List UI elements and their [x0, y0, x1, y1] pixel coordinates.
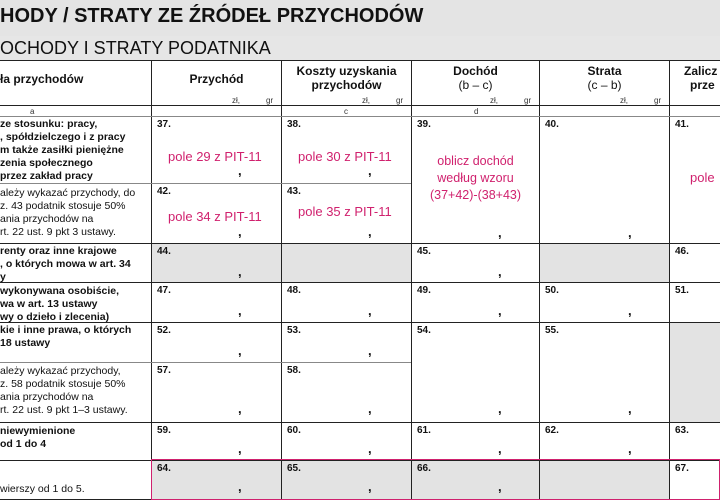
field-38[interactable]: 38. pole 30 z PIT-11 , — [287, 119, 392, 178]
shaded-cell — [540, 243, 670, 282]
loss-formula: (c – b) — [587, 78, 622, 92]
column-letter-a: a — [30, 107, 35, 116]
unit-zl: zł, — [362, 96, 370, 105]
column-header-loss: Strata — [587, 64, 622, 78]
unit-gr: gr — [654, 96, 662, 105]
profit-formula: (b – c) — [458, 78, 493, 92]
annotation-field-43: pole 35 z PIT-11 — [298, 204, 392, 219]
annotation-field-41: pole — [690, 170, 715, 185]
column-header-source: ła przychodów — [0, 72, 84, 86]
annotation-field-37: pole 29 z PIT-11 — [168, 149, 262, 164]
shaded-cell — [670, 322, 720, 422]
income-table — [0, 60, 720, 500]
field-58[interactable]: 58. , — [287, 365, 372, 416]
field-63[interactable]: 63. — [675, 425, 689, 436]
column-letter-d: d — [474, 107, 479, 116]
field-65[interactable]: 65. , — [287, 463, 372, 494]
field-44[interactable]: 44. , — [157, 246, 242, 279]
field-51[interactable]: 51. — [675, 285, 689, 296]
field-53[interactable]: 53. , — [287, 325, 372, 358]
field-50[interactable]: 50. , — [545, 285, 632, 318]
field-55[interactable]: 55. , — [545, 325, 632, 416]
field-47[interactable]: 47. , — [157, 285, 242, 318]
column-header-profit: Dochód — [453, 64, 498, 78]
row-note-copyrights: ależy wykazać przychody, z. 58 podatnik stosuje 50% ania przychodów na rt. 22 ust. 9 pkt 1–3 ustawy. — [0, 365, 128, 416]
column-header-income: Przychód — [189, 72, 244, 86]
field-62[interactable]: 62. , — [545, 425, 632, 456]
field-45[interactable]: 45. , — [417, 246, 502, 279]
annotation-field-38: pole 30 z PIT-11 — [298, 149, 392, 164]
field-49[interactable]: 49. , — [417, 285, 502, 318]
field-67[interactable]: 67. — [675, 463, 689, 474]
unit-gr: gr — [396, 96, 404, 105]
row-label-other-sources: niewymienione od 1 do 4 — [0, 425, 76, 450]
field-43[interactable]: 43. pole 35 z PIT-11 , — [287, 186, 392, 239]
column-letter-c: c — [344, 107, 348, 116]
row-label-copyrights: kie i inne prawa, o których 18 ustawy — [0, 324, 132, 349]
row-note-employment: ależy wykazać przychody, do z. 43 podatnik stosuje 50% ania przychodów na rt. 22 ust. 9 pkt 3 ustawy. — [0, 187, 136, 238]
row-label-personal-activity: wykonywana osobiście, wa w art. 13 ustawy wy o dzieło i zlecenia) — [0, 285, 120, 323]
shaded-cell — [282, 243, 412, 282]
unit-gr: gr — [524, 96, 532, 105]
annotation-field-42: pole 34 z PIT-11 — [168, 209, 262, 224]
field-57[interactable]: 57. , — [157, 365, 242, 416]
field-40[interactable]: 40. , — [545, 119, 632, 240]
column-header-advance-line2: prze — [690, 78, 715, 92]
row-note-total: wierszy od 1 do 5. — [0, 483, 85, 495]
section-subtitle: OCHODY I STRATY PODATNIKA — [0, 38, 271, 58]
field-48[interactable]: 48. , — [287, 285, 372, 318]
unit-zl: zł, — [490, 96, 498, 105]
field-64[interactable]: 64. , — [157, 463, 242, 494]
column-header-advance: Zalicz — [684, 64, 718, 78]
field-41[interactable]: 41. pole — [675, 119, 715, 185]
field-66[interactable]: 66. , — [417, 463, 502, 494]
section-title: HODY / STRATY ZE ŹRÓDEŁ PRZYCHODÓW — [0, 5, 424, 27]
field-37[interactable]: 37. pole 29 z PIT-11 , — [157, 119, 262, 178]
field-59[interactable]: 59. , — [157, 425, 242, 456]
field-54[interactable]: 54. , — [417, 325, 502, 416]
field-39[interactable]: 39. oblicz dochód według wzoru (37+42)-(38+43) , — [412, 117, 539, 243]
unit-zl: zł, — [232, 96, 240, 105]
field-52[interactable]: 52. , — [157, 325, 242, 358]
row-label-pensions: renty oraz inne krajowe , o których mowa w art. 34 y — [0, 245, 131, 283]
column-header-costs: Koszty uzyskania przychodów — [296, 64, 397, 92]
field-61[interactable]: 61. , — [417, 425, 502, 456]
row-label-employment: ze stosunku: pracy, , spółdzielczego i z pracy m także zasiłki pieniężne zenia społecznego przez zakład pracy — [0, 118, 126, 182]
field-42[interactable]: 42. pole 34 z PIT-11 , — [157, 186, 262, 239]
unit-gr: gr — [266, 96, 274, 105]
field-60[interactable]: 60. , — [287, 425, 372, 456]
field-46[interactable]: 46. — [675, 246, 689, 257]
unit-zl: zł, — [620, 96, 628, 105]
annotation-field-39: oblicz dochód według wzoru (37+42)-(38+43) — [429, 154, 522, 202]
